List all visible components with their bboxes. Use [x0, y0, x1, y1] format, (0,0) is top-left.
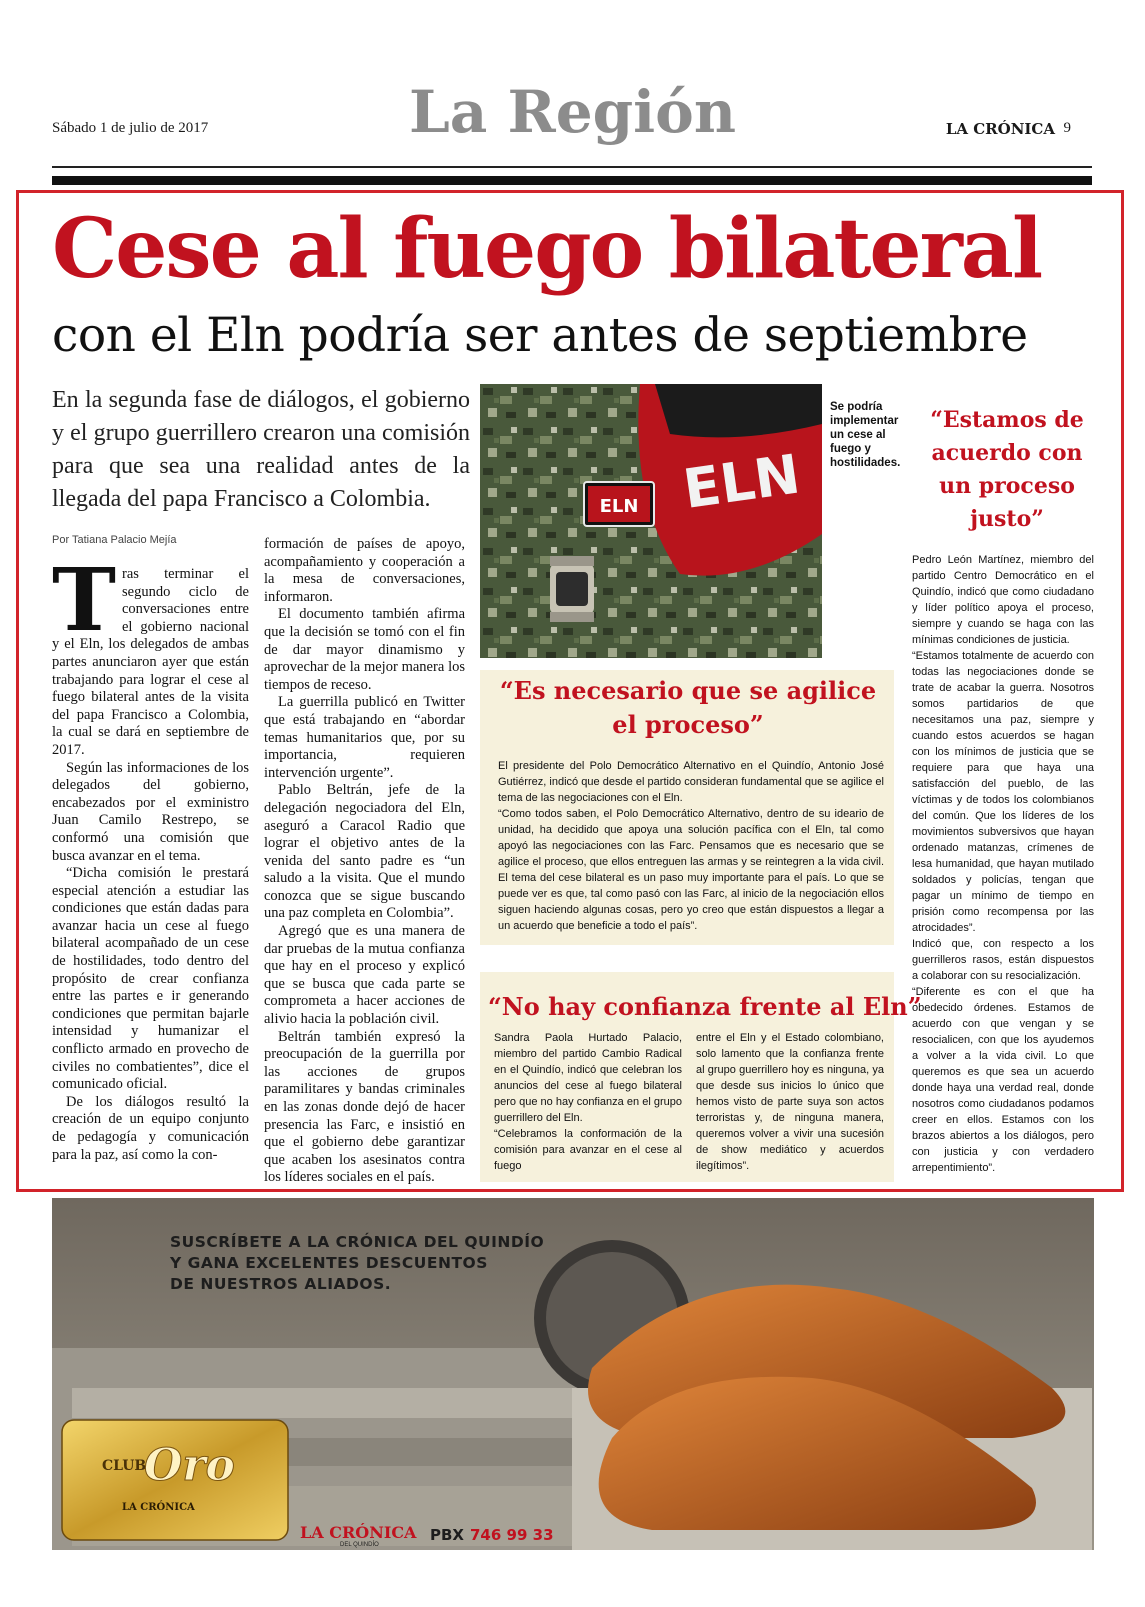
article-column-1 — [52, 550, 249, 1164]
quote-box-2-column-2 — [696, 1030, 884, 1174]
quote-box-1-title: “Es necesario que se agilice el proceso” — [499, 676, 877, 739]
paragraph: Según las informaciones de los delegados del gobierno, encabezados por el exministro Juan Camilo Restrepo, se conformó una comisión que busca avanzar en el tema. — [52, 759, 249, 864]
paragraph: “Estamos totalmente de acuerdo con todas las negociaciones donde se trate de acabar la guerra. Nosotros somos partidarios de que necesitamos una paz, siempre y cuando estos acuerdos se hagan con los mínimos de justicia que se requiere para que haya una satisfacción del pueblo, de las víctimas y de todos los colombianos del común. Que los líderes de los movimientos subversivos que hayan ordenado matanzas, crímenes de lesa humanidad, que hayan mutilado soldados y policías, tengan que pagar un mínimo de tiempo en prisión como recompensa por las atrocidades”. — [912, 650, 1094, 934]
ad-line-3: DE NUESTROS ALIADOS. — [170, 1275, 392, 1293]
quote-box-2-title: “No hay confianza frente al Eln” — [488, 992, 922, 1021]
armband-text: ELN — [679, 442, 804, 522]
issue-date: Sábado 1 de julio de 2017 — [52, 120, 209, 136]
paragraph: “Diferente es con el que ha obedecido órdenes. Estamos de acuerdo con que vengan y se resocialicen, con que los ayudemos a volver a la vida civil. Lo que queremos es que sea un acuerdo donde haya una verdad real, donde nosotros como ciudadanos podamos creer en ellos. Estamos con los brazos abiertos a los diálogos, pero con justicia y con verdadero arrepentimiento”. — [912, 986, 1094, 1174]
paragraph: El documento también afirma que la decisión se tomó con el fin de dar mayor dinamismo y aprovechar de la mejor manera los tiempos de receso. — [264, 606, 465, 693]
paragraph: De los diálogos resultó la creación de un equipo conjunto de pedagogía y comunicación para la paz, así como la con- — [52, 1093, 249, 1163]
paragraph: El presidente del Polo Democrático Alternativo en el Quindío, Antonio José Gutiérrez, indicó que desde el partido consideran fundamental que se agilice el tema de las negociaciones con el Eln. — [498, 760, 884, 804]
paragraph: Beltrán también expresó la preocupación de la guerrilla por las acciones de grupos paramilitares y bandas criminales en las zonas donde dejó de hacer presencia las Farc, e insistió en que el gobierno debe garantizar que acaben los asesinatos contra los líderes sociales en el país. — [264, 1028, 465, 1186]
paragraph: La guerrilla publicó en Twitter que está trabajando en “abordar temas humanitarios que, por su importancia, requieren intervención urgente”. — [264, 694, 465, 781]
paragraph: entre el Eln y el Estado colombiano, solo lamento que la confianza frente al grupo guerrillero hoy es ninguna, ya que desde sus inicios lo único que hemos visto de parte suya son actos terroristas y, de ninguna manera, queremos volver a vivir una sucesión de show mediático y acuerdos ilegítimos”. — [696, 1032, 884, 1172]
paragraph: “Dicha comisión le prestará especial atención a estudiar las condiciones que están dadas para avanzar hacia un cese al fuego bilateral acompañado de un cese de hostilidades, todo dentro del propósito de crear confianza entre las partes e ir generando condiciones que permitan bajarle intensidad y humanizar el conflicto armado en provecho de civiles no combatientes”, dice el comunicado oficial. — [52, 865, 249, 1093]
ad-brand-subtitle: DEL QUINDÍO — [340, 1542, 379, 1548]
article-byline: Por Tatiana Palacio Mejía — [52, 534, 177, 546]
header-rule-thin — [52, 166, 1092, 168]
article-column-2 — [264, 536, 465, 1187]
article-lede: En la segunda fase de diálogos, el gobierno y el grupo guerrillero crearon una comisión para que sea una realidad antes de la llegada del papa Francisco a Colombia. — [52, 387, 470, 512]
page-number: 9 — [1063, 120, 1071, 136]
photo-caption: Se podría implementar un cese al fuego y hostilidades. — [830, 401, 901, 469]
drop-cap: T — [52, 550, 116, 651]
paragraph: Sandra Paola Hurtado Palacio, miembro del partido Cambio Radical en el Quindío, indicó que celebran los anuncios del cese al fuego bilateral pero que no hay confianza en el grupo guerrillero del Eln. — [494, 1032, 682, 1124]
guerrilla-arm-photo — [480, 384, 822, 658]
ad-phone — [430, 1526, 554, 1544]
newspaper-name: LA CRÓNICA — [945, 120, 1055, 138]
ad-brand-logo: LA CRÓNICA — [300, 1523, 417, 1542]
header-rule-thick — [52, 176, 1092, 185]
card-club-text: CLUB — [102, 1458, 147, 1474]
pbx-number: 746 99 33 — [470, 1526, 554, 1544]
card-oro-text: Oro — [144, 1440, 235, 1491]
paragraph: Pedro León Martínez, miembro del partido Centro Democrático en el Quindío, indicó que como ciudadano y líder político apoya el proceso, siempre y cuando se haga con las mínimas condiciones de justicia. — [912, 554, 1094, 646]
article-subheadline: con el Eln podría ser antes de septiembre — [52, 308, 1028, 363]
paragraph: Agregó que es una manera de dar pruebas de la mutua confianza que hay en el proceso y explicó que se busca que cada parte se comprometa a hacer acciones de alivio hacia la población civil. — [264, 923, 465, 1028]
sidebar-text — [912, 552, 1094, 1176]
quote-box-1-text — [498, 758, 884, 934]
paragraph: “Celebramos la conformación de la comisión para avanzar en el cese al fuego — [494, 1128, 682, 1172]
ad-headline — [170, 1232, 544, 1295]
paragraph: ras terminar el segundo ciclo de conversaciones entre el gobierno nacional y el Eln, los delegados de ambas partes anunciaron ayer que están trabajando para lograr el cese al fuego bilateral antes de la visita del papa Francisco a Colombia, la cual se dará en septiembre de 2017. — [52, 566, 249, 758]
card-brand-text: LA CRÓNICA — [122, 1502, 195, 1513]
pbx-label: PBX — [430, 1526, 464, 1544]
patch-text: ELN — [599, 496, 639, 517]
sidebar-quote: “Estamos de acuerdo con un proceso justo” — [930, 407, 1084, 532]
ad-line-1: SUSCRÍBETE A LA CRÓNICA DEL QUINDÍO — [170, 1233, 545, 1251]
paragraph: Pablo Beltrán, jefe de la delegación negociadora del Eln, aseguró a Caracol Radio que lograr el objetivo antes de la venida del santo padre es “un saludo a la visita. Que el mundo conozca que se sigue buscando una paz completa en Colombia”. — [264, 782, 465, 922]
article-photo — [480, 384, 822, 658]
paragraph: “Como todos saben, el Polo Democrático Alternativo, dentro de su ideario de unidad, ha decidido que apoya una solución pacífica con el Eln, tal como apoyó las negociaciones con las Farc. Pensamos que es necesario que se agilice el proceso, que ellos entreguen las armas y se reintegren a la vida civil. El tema del cese bilateral es un paso muy importante para el país. Lo que se puede ver es que, tal como pasó con las Farc, al inicio de la negociación ellos siguen haciendo algunas cosas, pero yo creo que están dispuestos a llegar a un acuerdo que beneficie a todo el país”. — [498, 808, 884, 932]
section-title: La Región — [408, 78, 737, 146]
paragraph: Indicó que, con respecto a los guerrilleros rasos, están dispuestos a colaborar con su resocialización. — [912, 938, 1094, 982]
paragraph: formación de países de apoyo, acompañamiento y cooperación a la mesa de conversaciones, informaron. — [264, 536, 465, 605]
quote-box-2-column-1 — [494, 1030, 682, 1174]
ad-line-2: Y GANA EXCELENTES DESCUENTOS — [170, 1254, 488, 1272]
article-headline: Cese al fuego bilateral — [52, 201, 1042, 297]
